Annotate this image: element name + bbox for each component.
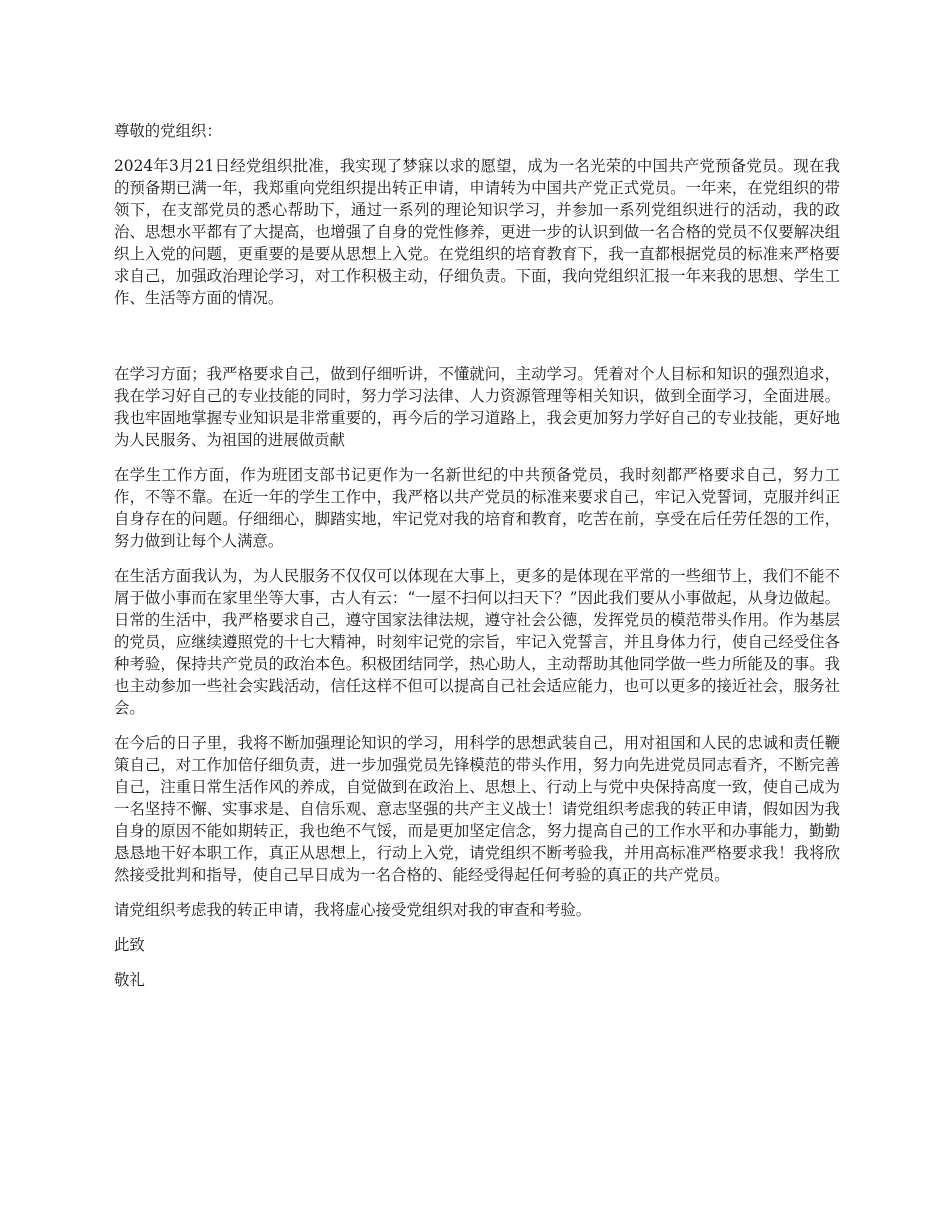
salutation: 尊敬的党组织：: [114, 122, 222, 140]
closing-salute: 此致: [114, 936, 145, 954]
paragraph-future: 在今后的日子里，我将不断加强理论知识的学习，用科学的思想武装自己，用对祖国和人民的忠诚和责任鞭策自己，对工作加倍仔细负责，进一步加强党员先锋模范的带头作用，努力向先进党员同志看齐，不断完善自己，注重日常生活作风的养成，自觉做到在政治上、思想上、行动上与党中央保持高度一致，使自己成为一名坚持不懈、实事求是、自信乐观、意志坚强的共产主义战士！请党组织考虑我的转正申请，假如因为我自身的原因不能如期转正，我也绝不气馁，而是更加坚定信念，努力提高自己的工作水平和办事能力，勤勤恳恳地干好本职工作，真正从思想上，行动上入党，请党组织不断考验我，并用高标准严格要求我！我将欣然接受批判和指导，使自己早日成为一名合格的、能经受得起任何考验的真正的共产党员。: [114, 734, 840, 884]
closing-regards: 敬礼: [114, 971, 145, 989]
paragraph-intro: 2024年3月21日经党组织批准，我实现了梦寐以求的愿望，成为一名光荣的中国共产党预备党员。现在我的预备期已满一年，我郑重向党组织提出转正申请，申请转为中国共产党正式党员。一年来，在党组织的带领下，在支部党员的悉心帮助下，通过一系列的理论知识学习，并参加一系列党组织进行的活动，我的政治、思想水平都有了大提高，也增强了自身的党性修养，更进一步的认识到做一名合格的党员不仅要解决组织上入党的问题，更重要的是要从思想上入党。在党组织的培育教育下，我一直都根据党员的标准来严格要求自己，加强政治理论学习，对工作积极主动，仔细负责。下面，我向党组织汇报一年来我的思想、学生工作、生活等方面的情况。: [114, 157, 840, 307]
paragraph-student-work: 在学生工作方面，作为班团支部书记更作为一名新世纪的中共预备党员，我时刻都严格要求自己，努力工作，不等不靠。在近一年的学生工作中，我严格以共产党员的标准来要求自己，牢记入党誓词，克服并纠正自身存在的问题。仔细细心，脚踏实地，牢记党对我的培育和教育，吃苦在前，享受在后任劳任怨的工作，努力做到让每个人满意。: [114, 466, 840, 550]
letter-body: [114, 120, 840, 1004]
paragraph-request: 请党组织考虑我的转正申请，我将虚心接受党组织对我的审查和考验。: [114, 901, 592, 919]
paragraph-gap: [114, 322, 840, 363]
paragraph-life: 在生活方面我认为，为人民服务不仅仅可以体现在大事上，更多的是体现在平常的一些细节上，我们不能不屑于做小事而在家里坐等大事，古人有云：“一屋不扫何以扫天下？”因此我们要从小事做起，从身边做起。日常的生活中，我严格要求自己，遵守国家法律法规，遵守社会公德，发挥党员的模范带头作用。作为基层的党员，应继续遵照党的十七大精神，时刻牢记党的宗旨，牢记入党誓言，并且身体力行，使自己经受住各种考验，保持共产党员的政治本色。积极团结同学，热心助人，主动帮助其他同学做一些力所能及的事。我也主动参加一些社会实践活动，信任这样不但可以提高自己社会适应能力，也可以更多的接近社会，服务社会。: [114, 567, 840, 717]
paragraph-study: 在学习方面；我严格要求自己，做到仔细听讲，不懂就问，主动学习。凭着对个人目标和知识的强烈追求，我在学习好自己的专业技能的同时，努力学习法律、人力资源管理等相关知识，做到全面学习，全面进展。我也牢固地掌握专业知识是非常重要的，再今后的学习道路上，我会更加努力学好自己的专业技能，更好地为人民服务、为祖国的进展做贡献: [114, 365, 840, 449]
